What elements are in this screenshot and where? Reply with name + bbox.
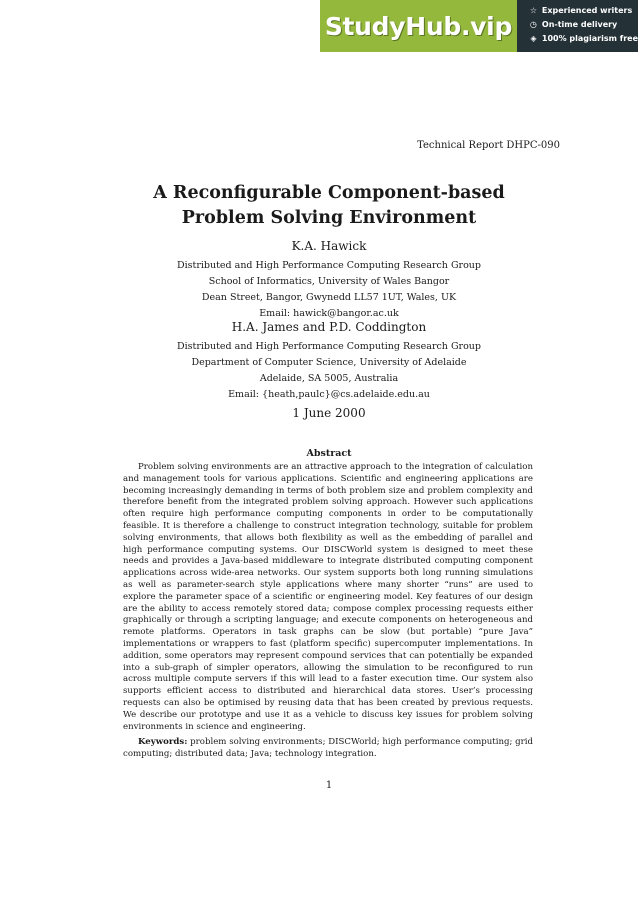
feature-label: 100% plagiarism free xyxy=(541,34,638,43)
affiliation-line: Distributed and High Performance Computing Research Group xyxy=(176,341,481,352)
author-email: Email: hawick@bangor.ac.uk xyxy=(259,308,399,319)
feature-item xyxy=(529,20,638,29)
banner-features xyxy=(517,0,638,52)
clock-icon: ◷ xyxy=(529,20,537,29)
shield-icon: ◈ xyxy=(530,34,537,43)
author-email: Email: {heath,paulc}@cs.adelaide.edu.au xyxy=(228,389,430,400)
paper-date: 1 June 2000 xyxy=(292,406,366,420)
feature-item xyxy=(529,34,638,43)
affiliation-line: Distributed and High Performance Computing Research Group xyxy=(176,260,481,271)
author-name: H.A. James and P.D. Coddington xyxy=(231,320,427,334)
title-line: A Reconfigurable Component-based xyxy=(153,183,505,203)
abstract-text: Problem solving environments are an attractive approach to the integration of calculation and management tools for various applications. Scientific and engineering applications are becoming increasingly demanding in terms of both problem size and problem complexity and therefore benefit from the integrated problem solving approach. However such applications often require high performance computing components in order to be computationally feasible. It is therefore a challenge to construct integration technology, suitable for problem solving environments, that allows both flexibility as well as the embedding of parallel and high performance computing systems. Our DISCWorld system is designed to meet these needs and provides a Java-based middleware to integrate distributed computing component applications across wide-area networks. Our system supports both long running simulations as well as parameter-search style applications where many shorter “runs” are used to explore the parameter space of a scientific or engineering model. Key features of our design are the ability to access remotely stored data; compose complex processing requests either graphically or through a scripting language; and execute components on heterogeneous and remote platforms. Operators in task graphs can be slow (but portable) “pure Java” implementations or wrappers to fast (platform specific) supercomputer implementations. In addition, some operators may represent compound services that can potentially be expanded into a sub-graph of simpler operators, allowing the simulation to be reconfigured to run across multiple compute servers if this will lead to a faster execution time. Our system also supports efficient access to distributed and hierarchical data stores. User’s processing requests can also be optimised by reusing data that has been created by previous requests. We describe our prototype and use it as a vehicle to discuss key issues for problem solving environments in science and engineering. xyxy=(123,462,533,732)
author-block-1 xyxy=(0,239,638,322)
author-block-2 xyxy=(0,320,638,403)
report-number: Technical Report DHPC-090 xyxy=(417,140,560,151)
affiliation-line: School of Informatics, University of Wales Bangor xyxy=(208,276,450,287)
feature-item xyxy=(529,6,638,15)
paper-title xyxy=(0,181,638,231)
page-number: 1 xyxy=(325,780,333,791)
keywords xyxy=(123,737,533,761)
brand-logo[interactable] xyxy=(320,0,517,52)
brand-name: StudyHub.vip xyxy=(324,11,513,41)
abstract-heading: Abstract xyxy=(306,448,352,459)
affiliation-line: Adelaide, SA 5005, Australia xyxy=(259,373,399,384)
title-line: Problem Solving Environment xyxy=(181,208,477,228)
keywords-text: problem solving environments; DISCWorld; high performance computing; grid computing; distributed data; Java; technology integration. xyxy=(123,737,533,759)
feature-label: Experienced writers xyxy=(541,6,633,15)
author-name: K.A. Hawick xyxy=(291,239,367,253)
keywords-label: Keywords: xyxy=(138,737,188,747)
ad-banner[interactable] xyxy=(320,0,638,52)
affiliation-line: Dean Street, Bangor, Gwynedd LL57 1UT, Wales, UK xyxy=(201,292,457,303)
affiliation-line: Department of Computer Science, University of Adelaide xyxy=(191,357,467,368)
feature-label: On-time delivery xyxy=(541,20,618,29)
star-icon: ☆ xyxy=(529,6,537,15)
